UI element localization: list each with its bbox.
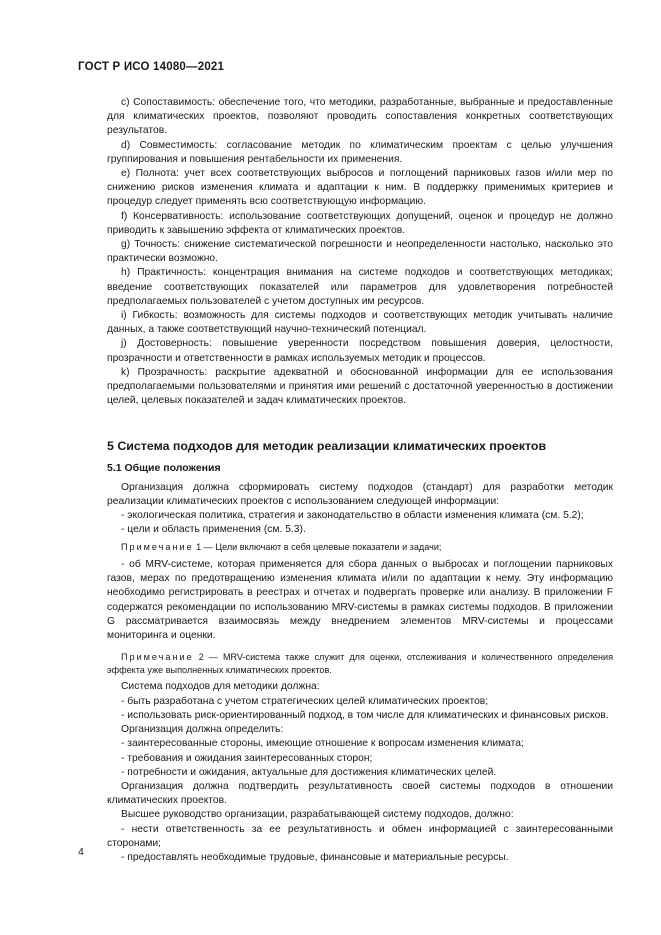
body-paragraph: Организация должна подтвердить результативность своей системы подходов в отношении климатических проектов. (107, 780, 613, 807)
list-item: - цели и область применения (см. 5.3). (121, 524, 306, 536)
principle-e: e) Полнота: учет всех соответствующих выбросов и поглощений парниковых газов и/или мер по снижению рисков изменения климата и адаптации к ним. В поддержку применимых критериев и процедур следует применять всю соответствующую информацию. (107, 168, 613, 208)
page-number: 4 (78, 846, 84, 858)
list-item: - нести ответственность за ее результативность и обмен информацией с заинтересованными сторонами; (107, 823, 613, 849)
body-paragraph: Система подходов для методики должна: (121, 681, 320, 693)
list-item: - использовать риск-ориентированный подход, в том числе для климатических и финансовых рисков. (121, 709, 609, 721)
subsection-title: 5.1 Общие положения (107, 462, 221, 475)
list-item: - требования и ожидания заинтересованных сторон; (121, 752, 373, 764)
principle-d: d) Совместимость: согласование методик по климатическим проектам с целью улучшения группирования и повышения рентабельности их применения. (107, 139, 613, 165)
principle-i: i) Гибкость: возможность для системы подходов и соответствующих методик учитывать наличие данных, а также соответствующий научно-технический потенциал. (107, 310, 613, 336)
note-text: 1 — Цели включают в себя целевые показатели и задачи; (193, 542, 442, 553)
body-paragraph: Организация должна определить: (121, 724, 284, 736)
principle-h: h) Практичность: концентрация внимания на системе подходов и соответствующих методиках; введение соответствующих показателей или параметров для удовлетворения потребностей предполагаемых пользователей с учетом доступных им ресурсов. (107, 267, 613, 307)
principle-f: f) Консервативность: использование соответствующих допущений, оценок и процедур не должно приводить к завышению эффекта от климатических проектов. (107, 210, 613, 236)
principle-j: j) Достоверность: повышение уверенности посредством повышения доверия, целостности, прозрачности и ответственности в рамках используемых методик и процессов. (107, 338, 613, 364)
principle-c: c) Сопоставимость: обеспечение того, что методики, разработанные, выбранные и предоставленные для климатических проектов, позволяют проводить сопоставления конкретных соответствующих результатов. (107, 97, 613, 137)
principle-k: k) Прозрачность: раскрытие адекватной и обоснованной информации для ее использования предполагаемыми пользователями и принятия ими решений с достаточной уверенностью в достижении целей, целевых показателей и задач климатических проектов. (107, 366, 613, 407)
document-header: ГОСТ Р ИСО 14080—2021 (78, 61, 225, 73)
note-label: Примечание (121, 542, 194, 553)
note-1 (107, 541, 613, 554)
body-paragraph: Высшее руководство организации, разрабатывающей систему подходов, должно: (121, 809, 514, 821)
page-content (107, 96, 613, 865)
note-2 (107, 651, 613, 676)
list-item: - потребности и ожидания, актуальные для достижения климатических целей. (121, 766, 497, 778)
list-item: - заинтересованные стороны, имеющие отношение к вопросам изменения климата; (121, 738, 524, 750)
body-paragraph: - об MRV-системе, которая применяется для сбора данных о выбросах и поглощении парниковых газов, мерах по предотвращению изменения климата и/или по адаптации к нему. Эту информацию необходимо регистрировать в реестрах и отчетах и подвергать проверке или анализу. В приложении F содержатся рекомендации по использованию MRV-системы в рамках системы подходов. В приложении G рассматривается взаимосвязь между внедрением элементов MRV-системы и процессами мониторинга и оценки. (107, 559, 613, 642)
note-label: Примечание (121, 652, 194, 663)
body-paragraph: Организация должна сформировать систему подходов (стандарт) для разработки методик реализации климатических проектов с использованием следующей информации: (107, 481, 613, 507)
section-title: 5 Система подходов для методик реализации климатических проектов (107, 439, 547, 454)
list-item: - предоставлять необходимые трудовые, финансовые и материальные ресурсы. (121, 851, 509, 863)
list-item: - быть разработана с учетом стратегических целей климатических проектов; (121, 695, 489, 707)
note-text: 2 — MRV-система также служит для оценки, отслеживания и количественного определения эффекта уже выполненных климатических проектов. (107, 652, 613, 675)
list-item: - экологическая политика, стратегия и законодательство в области изменения климата (см. 5.2); (121, 510, 584, 522)
principle-g: g) Точность: снижение систематической погрешности и неопределенности настолько, насколько это практически возможно. (107, 239, 613, 265)
